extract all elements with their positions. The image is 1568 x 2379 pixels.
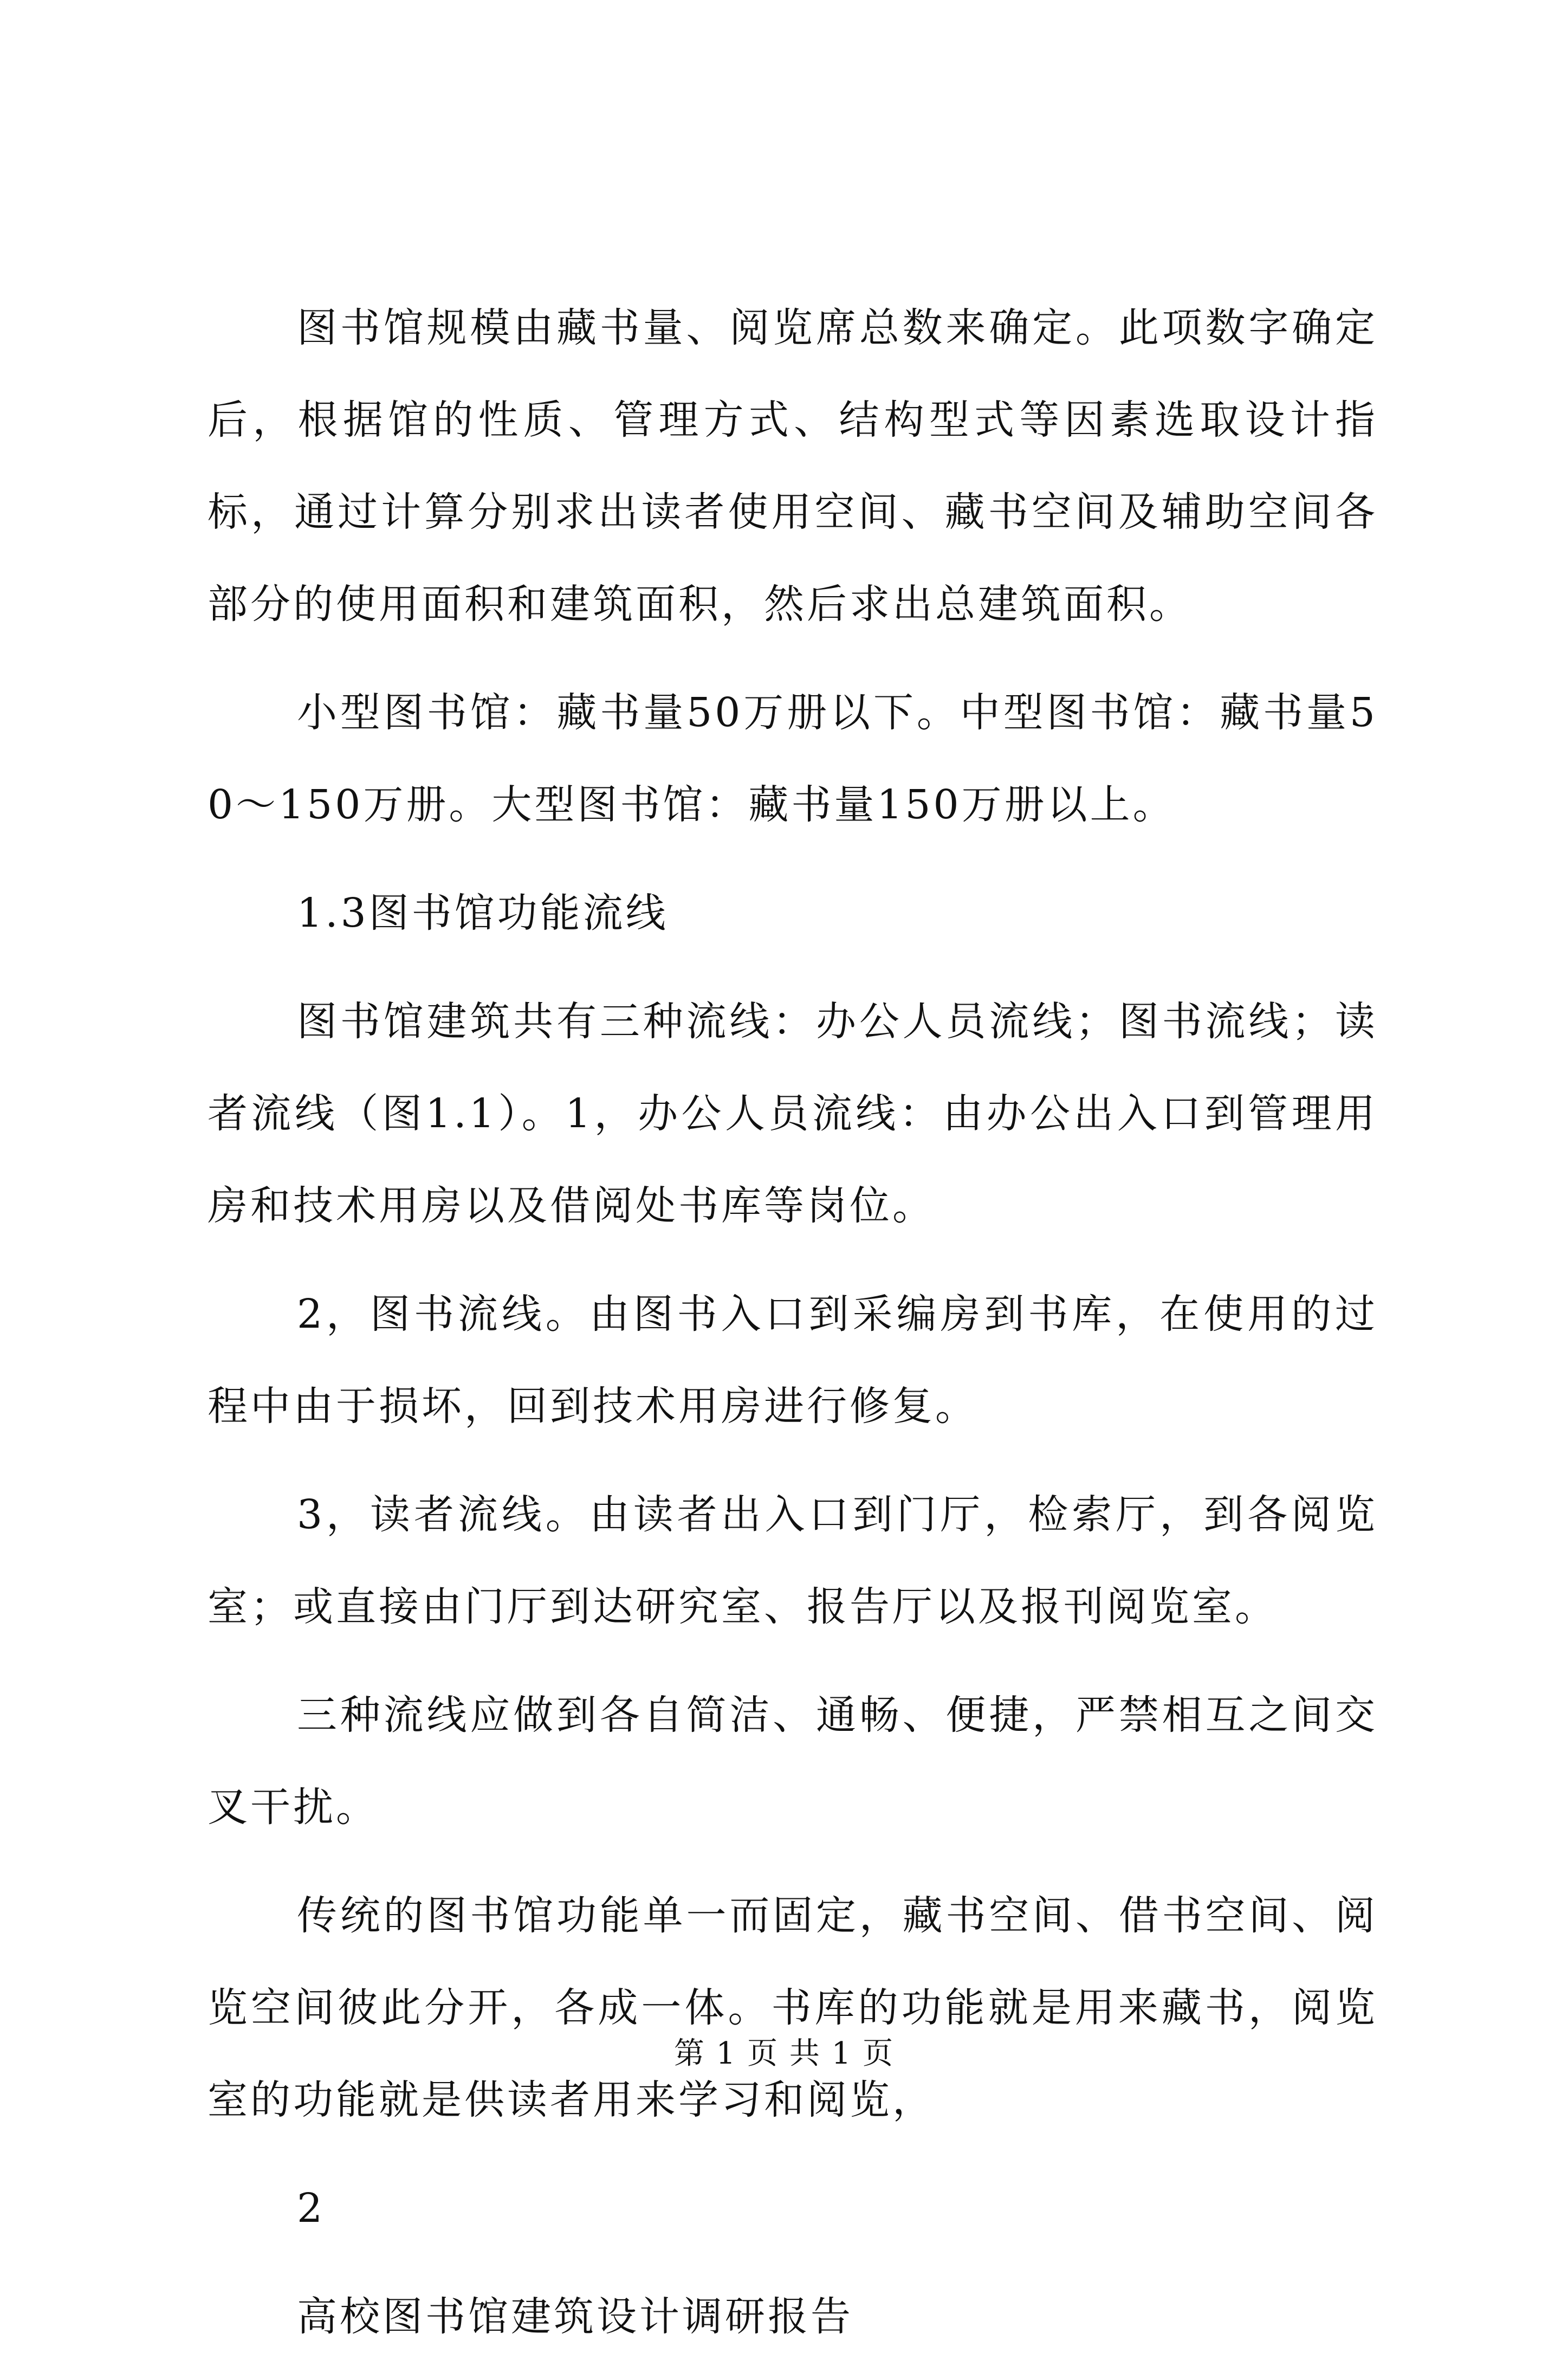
paragraph-scale: 图书馆规模由藏书量、阅览席总数来确定。此项数字确定后，根据馆的性质、管理方式、结构型式等因素选取设计指标，通过计算分别求出读者使用空间、藏书空间及辅助空间各部分的使用面积和建筑面积，然后求出总建筑面积。 [208,305,1378,628]
paragraph-traditional-library: 传统的图书馆功能单一而固定，藏书空间、借书空间、阅览空间彼此分开，各成一体。书库的功能就是用来藏书，阅览室的功能就是供读者用来学习和阅览， [208,1892,1378,2123]
paragraph-flow-requirements: 三种流线应做到各自简洁、通畅、便捷，严禁相互之间交叉干扰。 [208,1692,1378,1831]
section-heading: 1.3图书馆功能流线 [297,890,669,936]
paragraph-book-flow: 2，图书流线。由图书入口到采编房到书库，在使用的过程中由于损坏，回到技术用房进行修复。 [208,1291,1378,1430]
paragraph-reader-flow: 3，读者流线。由读者出入口到门厅，检索厅，到各阅览室；或直接由门厅到达研究室、报告厅以及报刊阅览室。 [208,1491,1378,1630]
paragraph-flow-types: 图书馆建筑共有三种流线：办公人员流线；图书流线；读者流线（图1.1）。1，办公人员流线：由办公出入口到管理用房和技术用房以及借阅处书库等岗位。 [208,998,1378,1229]
page-footer: 第 1 页 共 1 页 [673,2036,895,2071]
page-number-text: 2 [297,2185,326,2232]
paragraph-library-sizes: 小型图书馆：藏书量50万册以下。中型图书馆：藏书量50～150万册。大型图书馆：藏书量150万册以上。 [208,689,1378,828]
report-title: 高校图书馆建筑设计调研报告 [297,2293,853,2340]
